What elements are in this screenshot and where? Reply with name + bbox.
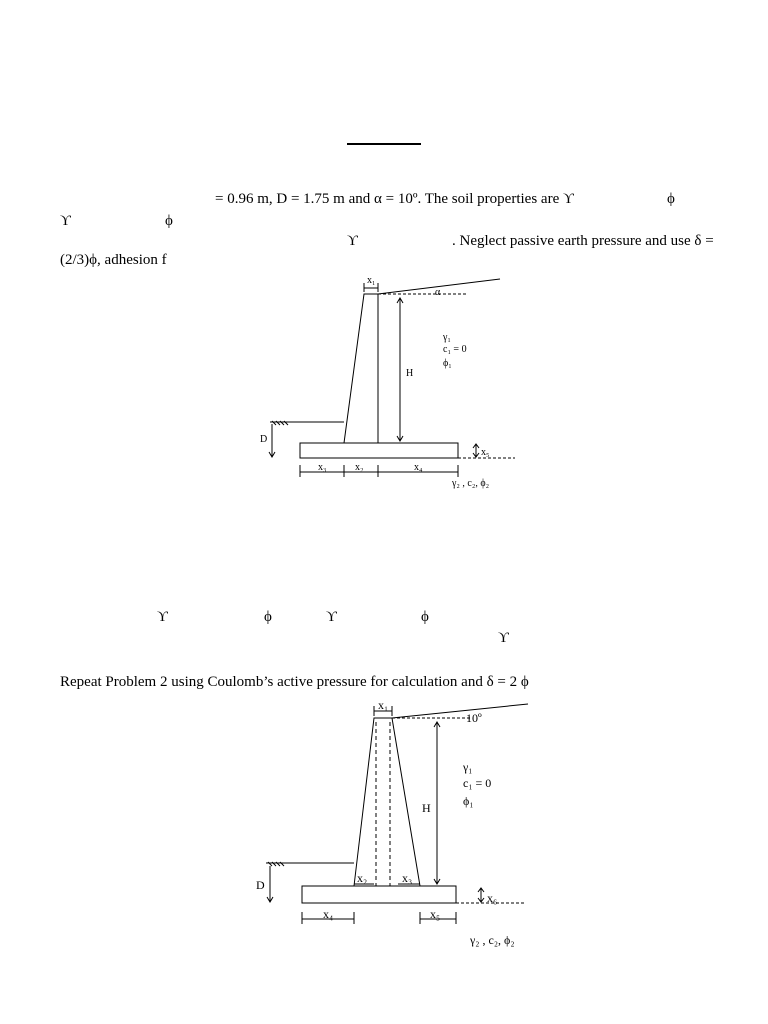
fig2-soil2-label: γ₂ , c₂, ϕ₂: [470, 933, 515, 947]
text-line-3b: . Neglect passive earth pressure and use δ =: [452, 233, 714, 249]
fig1-x1-label: x₁: [367, 275, 376, 286]
fig2-gamma1-label: γ₁: [463, 760, 473, 774]
fig1-x5-label: x₅: [481, 447, 490, 458]
fig1-gamma1-label: γ₁: [443, 332, 451, 343]
fig1-D-label: D: [260, 434, 268, 445]
problem3-text: Repeat Problem 2 using Coulomb’s active pressure for calculation and δ = 2 ϕ: [60, 674, 529, 690]
fig2-x4-label: x₄: [323, 907, 334, 921]
fig1-x3-label: x₃: [318, 462, 327, 473]
text-line-3a: ϒ: [347, 233, 358, 249]
fig2-x6-label: x₆: [487, 891, 498, 905]
fig2-x5-label: x₅: [430, 907, 441, 921]
fig2-angle-label: 10º: [466, 711, 482, 725]
fig1-alpha-label: α: [435, 287, 441, 298]
text-line-1b: ϕ: [667, 191, 675, 207]
text-line-1a: = 0.96 m, D = 1.75 m and α = 10º. The soil properties are ϒ: [215, 191, 574, 207]
fig1-H-label: H: [406, 368, 414, 379]
problem2-gamma-1: ϒ: [157, 609, 168, 625]
fig1-phi1-label: ϕ₁: [443, 358, 452, 369]
text-line-4: (2/3)ϕ, adhesion f: [60, 252, 167, 268]
problem2-phi-1: ϕ: [264, 609, 272, 625]
problem2-phi-2: ϕ: [421, 609, 429, 625]
fig2-x1-label: x₁: [378, 698, 389, 712]
fig2-x3-label: x₃: [402, 871, 413, 885]
text-line-2b: ϕ: [165, 213, 173, 229]
fig1-x2-label: x₂: [355, 462, 364, 473]
problem2-gamma-2: ϒ: [326, 609, 337, 625]
fig1-c1-label: c₁ = 0: [443, 344, 467, 355]
text-line-2a: ϒ: [60, 213, 71, 229]
fig2-x2-label: x₂: [357, 871, 368, 885]
fig2-H-label: H: [422, 801, 431, 815]
fig2-D-label: D: [256, 878, 265, 892]
problem2-gamma-3: ϒ: [498, 630, 509, 646]
fig1-x4-label: x₄: [414, 462, 423, 473]
fig1-soil2-label: γ₂ , c₂, ϕ₂: [452, 478, 490, 489]
fig2-phi1-label: ϕ₁: [463, 794, 474, 808]
fig2-c1-label: c₁ = 0: [463, 776, 492, 790]
